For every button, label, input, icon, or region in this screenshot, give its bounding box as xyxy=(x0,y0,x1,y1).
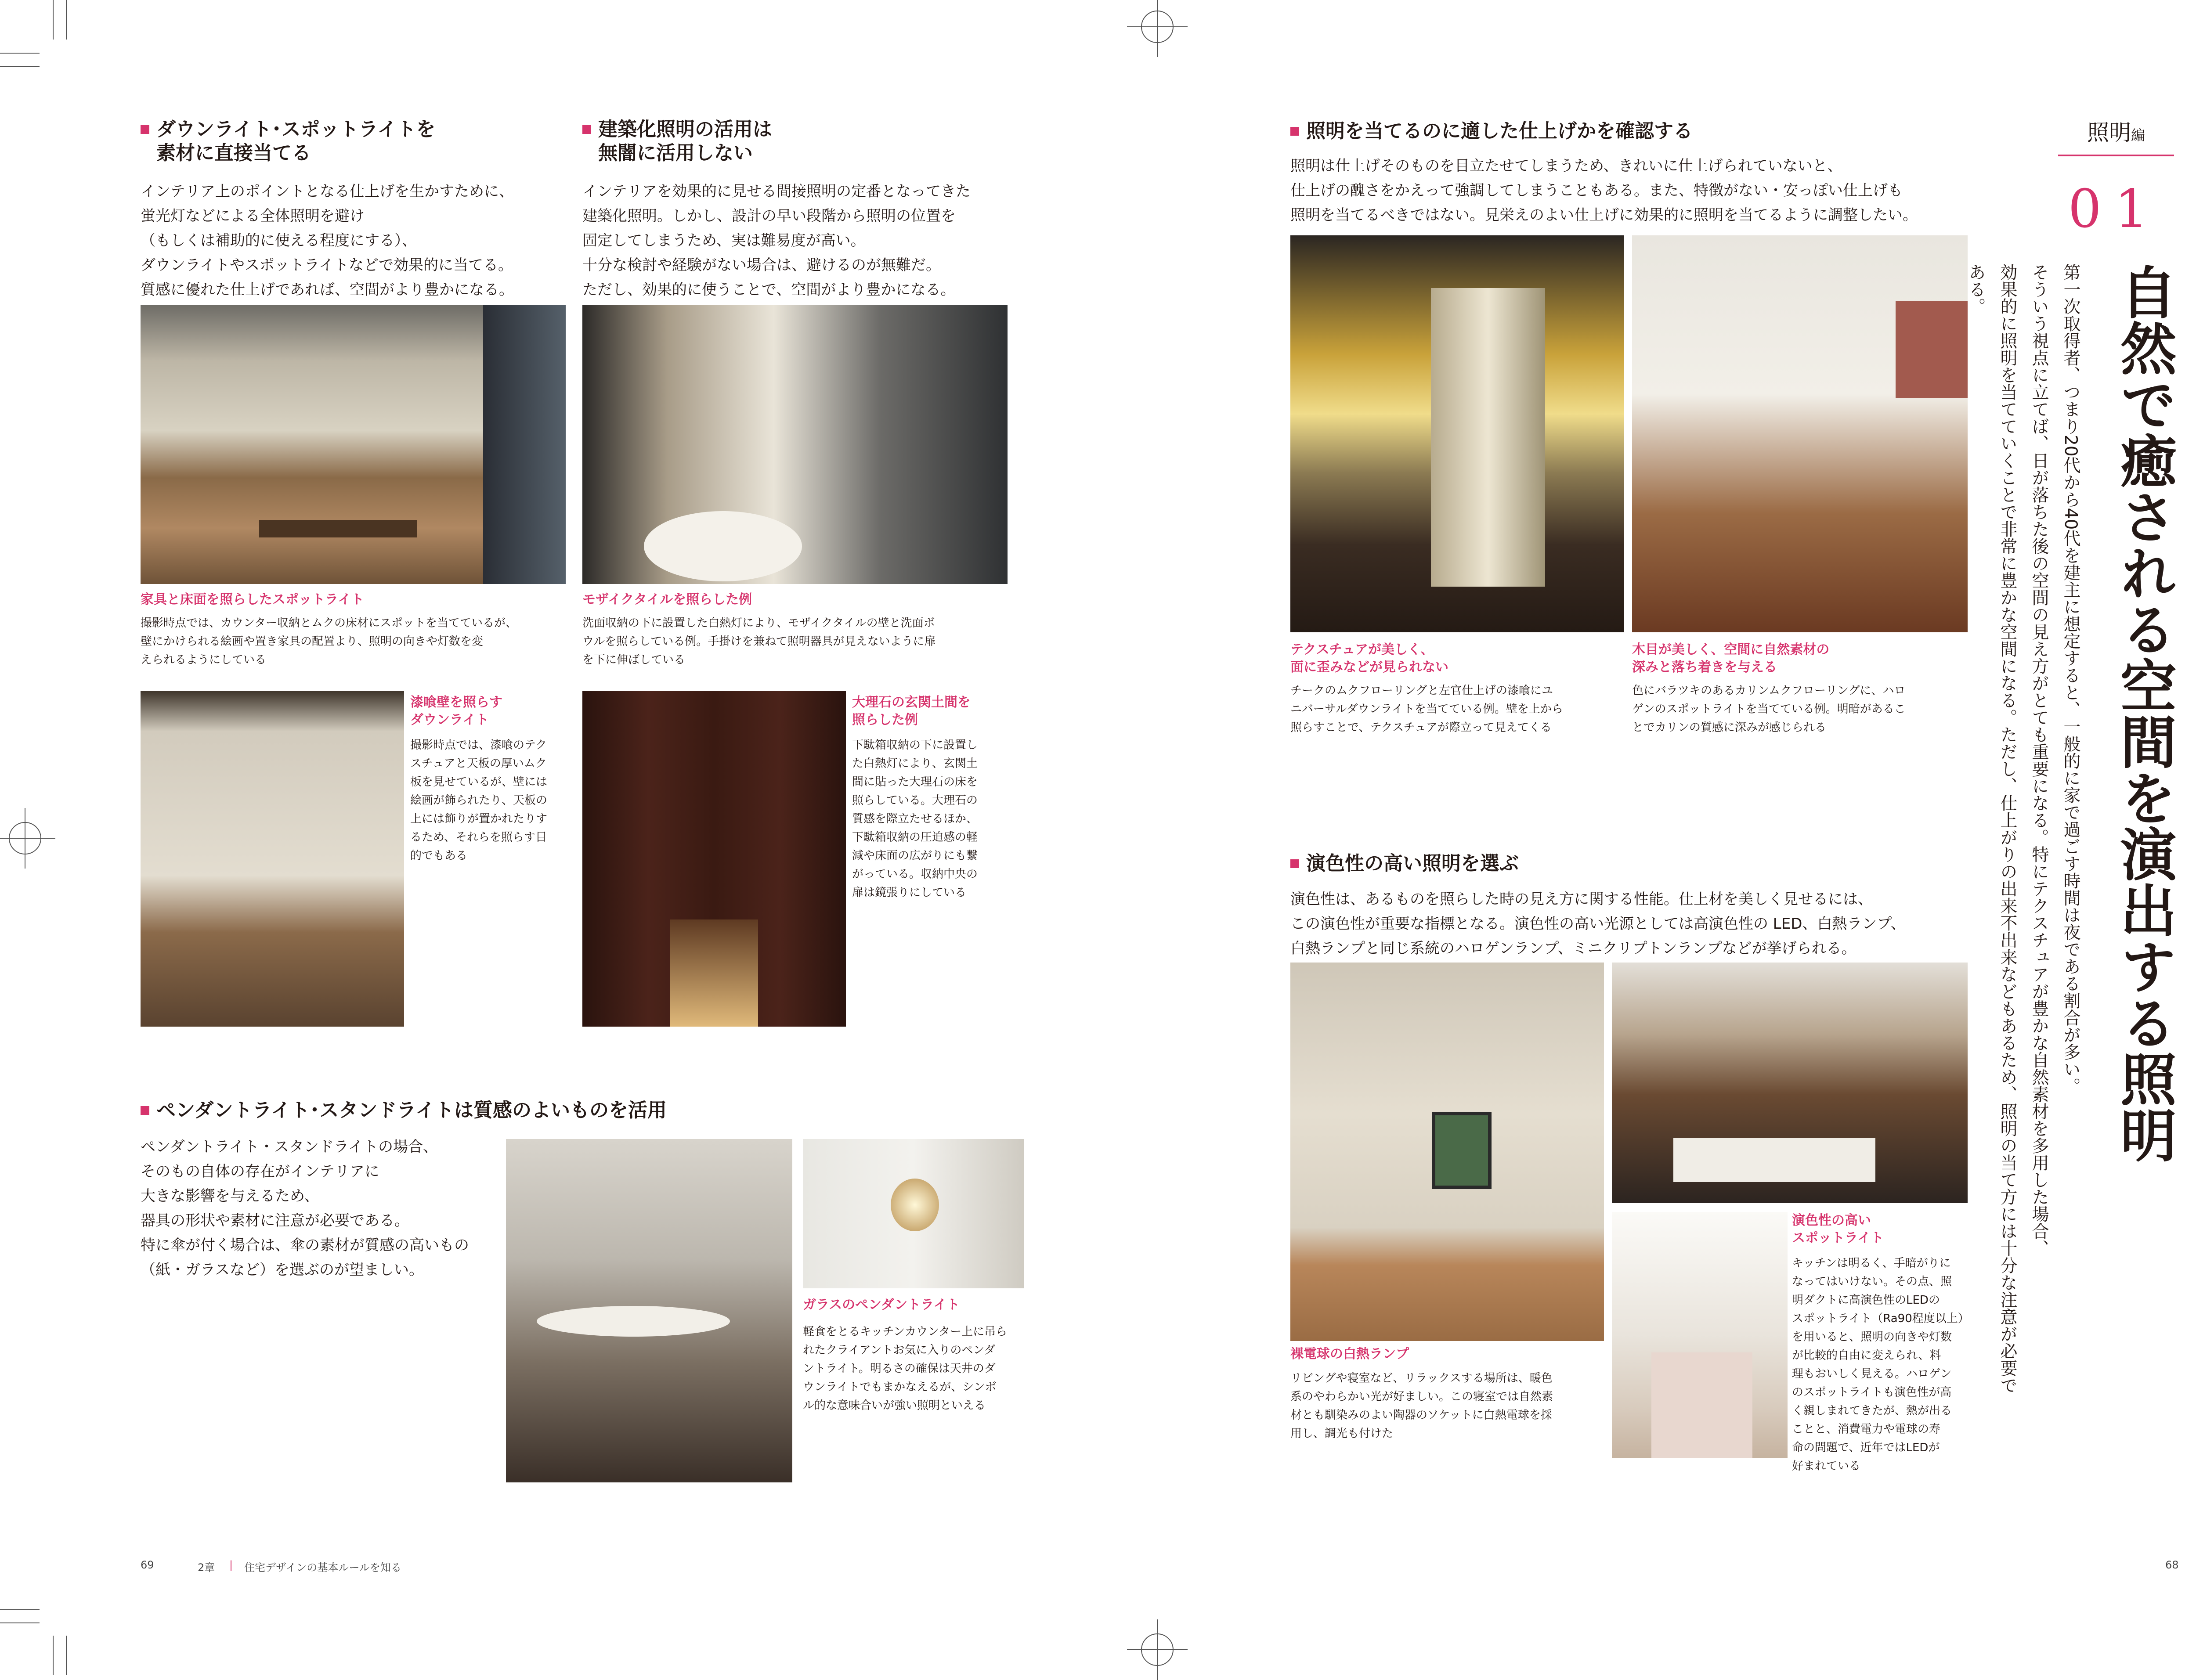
chapter-label: 2章 xyxy=(198,1561,215,1574)
section-heading-color-rendering: 演色性の高い照明を選ぶ xyxy=(1290,852,1519,876)
photo-description: リビングや寝室など、リラックスする場所は、暖色 系のやわらかい光が好ましい。この寝室では自然素 材とも馴染みのよい陶器のソケットに白熱電球を採 用し、調光も付けた xyxy=(1290,1372,1553,1440)
photo-caption: 漆喰壁を照らす ダウンライト xyxy=(410,695,502,728)
photo-plaster-wall xyxy=(141,691,404,1027)
photo-description: チークのムクフローリングと左官仕上げの漆喰にユ ニバーサルダウンライトを当てている例。壁を上から 照らすことで、テクスチュアが際立って見えてくる xyxy=(1290,684,1563,734)
section-body-finish-check: 照明は仕上げそのものを目立たせてしまうため、きれいに仕上げられていないと、 仕上げの醜さをかえって強調してしまうこともある。また、特徴がない・安っぽい仕上げも 照明を当てるべきではない。見栄えのよい仕上げに効果的に照明を当てるように調整したい。 xyxy=(1290,157,1918,224)
photo-bedroom-bulb xyxy=(1290,963,1604,1341)
section-body-color-rendering: 演色性は、あるものを照らした時の見え方に関する性能。仕上材を美しく見せるには、 この演色性が重要な指標となる。演色性の高い光源としては高演色性の LED、白熱ランプ、 白熱ランプと同じ系統のハロゲンランプ、ミニクリプトンランプなどが挙げられる。 xyxy=(1290,890,1906,957)
photo-caption: 演色性の高い スポットライト xyxy=(1792,1213,1884,1246)
photo-description: 撮影時点では、漆喰のテク スチュアと天板の厚いムク 板を見せているが、壁には 絵画が飾られたり、天板の 上には飾りが置かれたりす るため、それらを照らす目 的でもある xyxy=(410,739,548,862)
photo-description: 下駄箱収納の下に設置し た白熱灯により、玄関土 間に貼った大理石の床を 照らしている。大理石の 質感を際立たせるほか、 下駄箱収納の圧迫感の軽 減や床面の広がりにも繋 がっている。収納中央の 扉は鏡張りにしている xyxy=(852,739,978,899)
photo-caption: 家具と床面を照らしたスポットライト xyxy=(141,592,365,607)
heading-marker-icon xyxy=(1290,127,1299,136)
category-tag: 照明編 xyxy=(2058,115,2174,156)
photo-description: 洗面収納の下に設置した白熱灯により、モザイクタイルの壁と洗面ボ ウルを照らしている例。手掛けを兼ねて照明器具が見えないように扉 を下に伸ばしている xyxy=(582,616,936,667)
heading-marker-icon xyxy=(1290,859,1299,868)
photo-living-spotlight xyxy=(141,305,566,584)
photo-description: キッチンは明るく、手暗がりに なってはいけない。その点、照 明ダクトに高演色性のLEDの スポットライト（Ra90程度以上） を用いると、照明の向きや灯数 が比較的自由に変えられ、料 理もおいしく見える。ハロゲン のスポットライトも演色性が高 く親しまれてきたが、熱が出る ことと、消費電力や電球の寿 命の問題で、近年ではLEDが 好まれている xyxy=(1792,1257,1969,1473)
article-number: 01 xyxy=(2068,179,2162,240)
photo-kitchen-spotlight xyxy=(1612,963,1968,1203)
photo-description: 軽食をとるキッチンカウンター上に吊ら れたクライアントお気に入りのペンダ ントライト。明るさの確保は天井のダ ウンライトでもまかなえるが、シンボ ル的な意味合いが強い照明といえる xyxy=(803,1325,1008,1412)
photo-karin-flooring xyxy=(1632,235,1968,632)
photo-description: 色にバラツキのあるカリンムクフローリングに、ハロ ゲンのスポットライトを当てている例。明暗があるこ とでカリンの質感に深みが感じられる xyxy=(1632,684,1906,734)
photo-caption: 裸電球の白熱ランプ xyxy=(1290,1346,1409,1362)
page-number: 68 xyxy=(2165,1559,2179,1571)
chapter-title: 住宅デザインの基本ルールを知る xyxy=(244,1561,401,1574)
photo-kitchen-island xyxy=(1612,1212,1788,1458)
photo-glass-pendant xyxy=(803,1139,1024,1288)
footer-separator: | xyxy=(229,1559,233,1571)
article-title: 自然で癒される空間を演出する照明 xyxy=(2111,263,2177,1163)
photo-kitchen-counter xyxy=(506,1139,792,1482)
photo-teak-flooring xyxy=(1290,235,1624,632)
section-heading-downlight: ダウンライト･スポットライトを 素材に直接当てる xyxy=(141,118,435,165)
heading-marker-icon xyxy=(141,1106,149,1115)
photo-caption: モザイクタイルを照らした例 xyxy=(582,592,752,607)
section-body-pendant: ペンダントライト・スタンドライトの場合、 そのもの自体の存在がインテリアに 大きな影響を与えるため、 器具の形状や素材に注意が必要である。 特に傘が付く場合は、傘の素材が質感の高いもの （紙・ガラスなど）を選ぶのが望ましい。 xyxy=(141,1138,469,1279)
photo-marble-entrance xyxy=(582,691,846,1027)
article-intro: 第一次取得者、つまり20代から40代を建主に想定すると、一般的に家で過ごす時間は夜である割合が多い。 そういう視点に立てば、日が落ちた後の空間の見え方がとても重要になる。特にテクスチュアが豊かな自然素材を多用した場合、 効果的に照明を当てていくことで非常に豊かな空間になる。ただし、仕上がりの出来不出来などもあるため、照明の当て方には十分な注意が必要である。 xyxy=(1966,263,2080,1394)
registration-mark-top xyxy=(1141,11,1174,43)
section-heading-finish-check: 照明を当てるのに適した仕上げかを確認する xyxy=(1290,119,1693,143)
heading-marker-icon xyxy=(141,125,149,134)
photo-caption: 木目が美しく、空間に自然素材の 深みと落ち着きを与える xyxy=(1632,642,1830,675)
photo-mosaic-tile xyxy=(582,305,1008,584)
photo-caption: 大理石の玄関土間を 照らした例 xyxy=(852,695,971,728)
photo-caption: テクスチュアが美しく、 面に歪みなどが見られない xyxy=(1290,642,1448,675)
section-body-downlight: インテリア上のポイントとなる仕上げを生かすために、 蛍光灯などによる全体照明を避け （もしくは補助的に使える程度にする）、 ダウンライトやスポットライトなどで効果的に当てる。 質感に優れた仕上げであれば、空間がより豊かになる。 xyxy=(141,183,514,299)
section-body-architectural-lighting: インテリアを効果的に見せる間接照明の定番となってきた 建築化照明。しかし、設計の早い段階から照明の位置を 固定してしまうため、実は難易度が高い。 十分な検討や経験がない場合は、避けるのが無難だ。 ただし、効果的に使うことで、空間がより豊かになる。 xyxy=(582,183,971,299)
registration-mark-left xyxy=(9,822,41,854)
heading-marker-icon xyxy=(582,125,591,134)
photo-description: 撮影時点では、カウンター収納とムクの床材にスポットを当てているが、 壁にかけられる絵画や置き家具の配置より、照明の向きや灯数を変 えられるようにしている xyxy=(141,616,517,667)
photo-caption: ガラスのペンダントライト xyxy=(803,1297,960,1312)
section-heading-architectural-lighting: 建築化照明の活用は 無闇に活用しない xyxy=(582,118,772,165)
page-number: 69 xyxy=(141,1559,154,1571)
section-heading-pendant: ペンダントライト･スタンドライトは質感のよいものを活用 xyxy=(141,1099,667,1122)
registration-mark-bottom xyxy=(1141,1633,1174,1666)
